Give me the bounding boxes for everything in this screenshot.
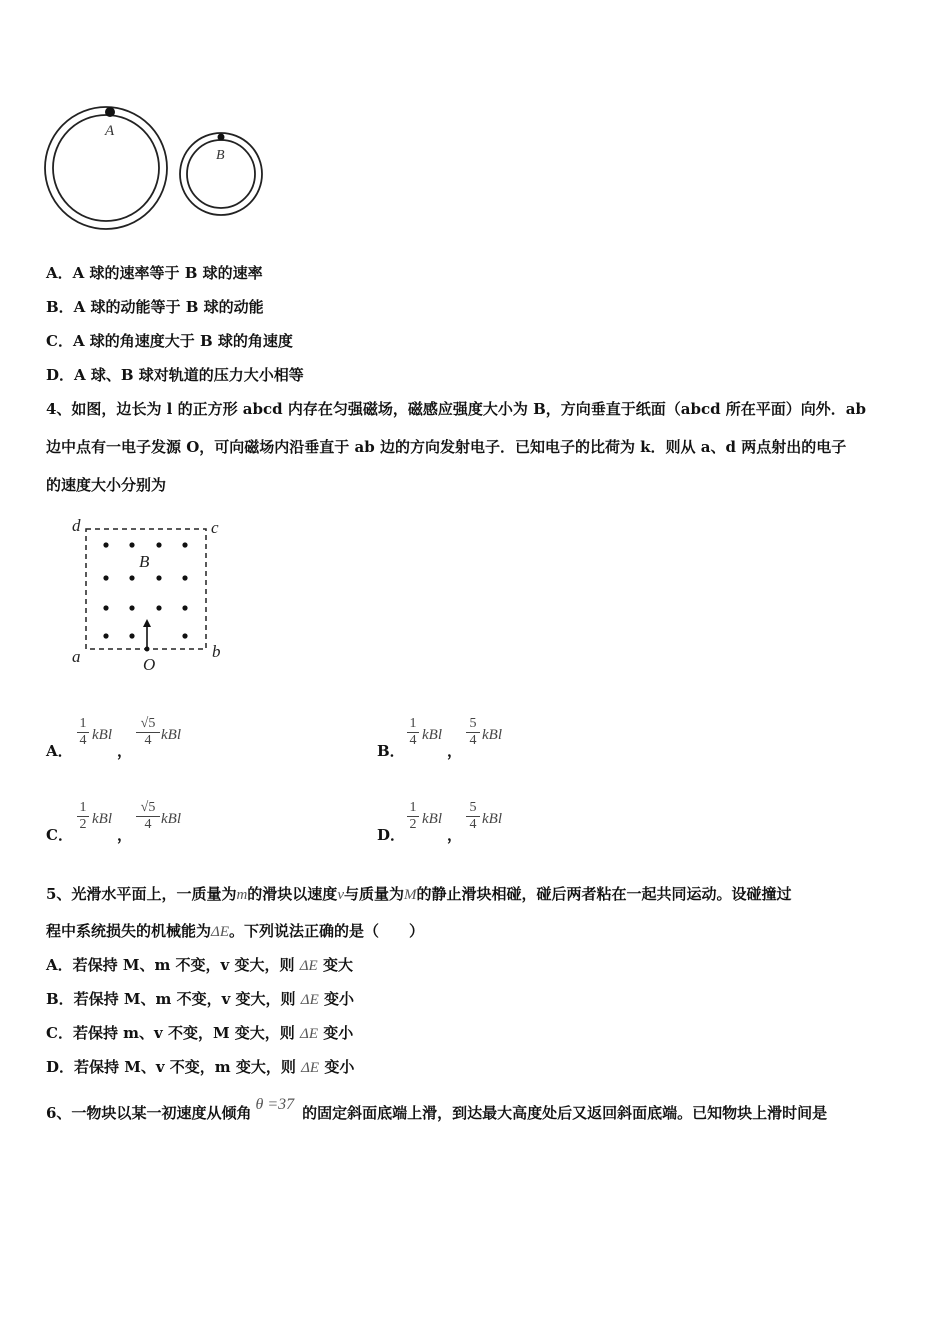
q4-option-b-label: B．	[377, 742, 405, 760]
q4-option-a-frac2: √5 4	[136, 716, 160, 749]
q5-option-a-post: 变大	[322, 956, 353, 974]
q5-var-m: m	[236, 887, 248, 903]
q5-option-d[interactable]	[46, 1056, 354, 1077]
q5-option-c[interactable]	[46, 1022, 353, 1043]
q5-option-b-pre: B．若保持 M、m 不变，v 变大，则	[46, 990, 296, 1008]
ball-a	[105, 107, 115, 117]
q4-option-c-frac1: 1 2	[77, 800, 89, 833]
figure-magnetic-square	[62, 512, 232, 677]
q4-option-d-unit1: kBl	[422, 811, 442, 827]
q5-option-a-pre: A．若保持 M、m 不变，v 变大，则	[46, 956, 295, 974]
q5-line-1-a: 5、光滑水平面上，一质量为	[46, 885, 237, 903]
q3-option-c[interactable]: C．A 球的角速度大于 B 球的角速度	[46, 332, 293, 350]
q6-line-1-b: 的固定斜面底端上滑，到达最大高度处后又返回斜面底端。已知物块上滑时间是	[302, 1104, 828, 1122]
square-boundary	[86, 529, 206, 649]
q4-option-c-unit1: kBl	[92, 811, 112, 827]
q5-line-1-c: 与质量为	[343, 885, 404, 903]
q5-option-b[interactable]	[46, 988, 354, 1009]
q4-option-d-unit2: kBl	[482, 811, 502, 827]
q4-option-a-unit1: kBl	[92, 727, 112, 743]
q5-option-d-pre: D．若保持 M、v 不变，m 变大，则	[46, 1058, 296, 1076]
q6-line-1	[46, 1096, 828, 1123]
q4-option-b-unit2: kBl	[482, 727, 502, 743]
q4-option-d-label: D．	[377, 826, 406, 844]
q5-line-2-b: 。下列说法正确的是（ ）	[228, 922, 424, 940]
q4-option-d-sep: ，	[447, 826, 463, 844]
q4-option-c-sep: ，	[117, 826, 133, 844]
label-field-b: B	[139, 552, 150, 571]
q4-option-d-frac2: 5 4	[466, 800, 480, 833]
q5-delta-e: ΔE	[211, 924, 229, 940]
q3-option-a[interactable]: A．A 球的速率等于 B 球的速率	[46, 264, 263, 282]
label-d: d	[72, 516, 81, 535]
q4-option-b-sep: ，	[447, 742, 463, 760]
q4-option-c-frac2: √5 4	[136, 800, 160, 833]
q5-option-c-de: ΔE	[300, 1026, 319, 1042]
q5-option-b-de: ΔE	[300, 992, 319, 1008]
q4-option-a-label: A．	[46, 742, 73, 760]
q4-option-c-label: C．	[46, 826, 73, 844]
q4-option-b-frac1: 1 4	[407, 716, 419, 749]
q4-option-d-frac1: 1 2	[407, 800, 419, 833]
q5-line-1-d: 的静止滑块相碰，碰后两者粘在一起共同运动。设碰撞过	[416, 885, 792, 903]
q5-option-c-pre: C．若保持 m、v 不变，M 变大，则	[46, 1024, 295, 1042]
q4-option-a-frac1: 1 4	[77, 716, 89, 749]
q5-line-1	[46, 883, 792, 904]
q5-line-2	[46, 920, 424, 941]
q5-option-d-post: 变小	[324, 1058, 355, 1076]
label-b: B	[216, 148, 225, 163]
q5-var-v: v	[337, 887, 344, 903]
q6-line-1-a: 6、一物块以某一初速度从倾角	[46, 1104, 252, 1122]
q5-option-a-de: ΔE	[299, 958, 318, 974]
q4-option-b-frac2: 5 4	[466, 716, 480, 749]
q5-option-d-de: ΔE	[301, 1060, 320, 1076]
q5-option-a[interactable]	[46, 954, 353, 975]
q3-option-b[interactable]: B．A 球的动能等于 B 球的动能	[46, 298, 264, 316]
q5-option-b-post: 变小	[323, 990, 354, 1008]
q6-theta: θ =37	[255, 1096, 295, 1113]
label-b-corner: b	[212, 642, 221, 661]
label-c: c	[211, 518, 219, 537]
source-point-o	[145, 647, 150, 652]
q5-line-2-a: 程中系统损失的机械能为	[46, 922, 212, 940]
q4-option-a-unit2: kBl	[161, 727, 181, 743]
q4-option-c-unit2: kBl	[161, 811, 181, 827]
figure-rings	[40, 100, 270, 235]
ball-b	[218, 134, 225, 141]
label-a: A	[105, 123, 115, 139]
q4-option-a-sep: ，	[117, 742, 133, 760]
label-a-corner: a	[72, 647, 81, 666]
q5-var-M: M	[404, 887, 417, 903]
ring-b-outer	[180, 133, 262, 215]
q4-line-3: 的速度大小分别为	[46, 476, 167, 494]
velocity-arrowhead	[143, 619, 151, 627]
q3-option-d[interactable]: D．A 球、B 球对轨道的压力大小相等	[46, 366, 304, 384]
q4-option-b-unit1: kBl	[422, 727, 442, 743]
label-o: O	[143, 655, 156, 674]
q4-line-2: 边中点有一电子发源 O，可向磁场内沿垂直于 ab 边的方向发射电子．已知电子的比荷为 k．则从 a、d 两点射出的电子	[46, 438, 847, 456]
q5-option-c-post: 变小	[323, 1024, 354, 1042]
q5-line-1-b: 的滑块以速度	[247, 885, 338, 903]
q4-line-1: 4、如图，边长为 l 的正方形 abcd 内存在匀强磁场，磁感应强度大小为 B，方向垂直于纸面（abcd 所在平面）向外．ab	[46, 400, 867, 418]
